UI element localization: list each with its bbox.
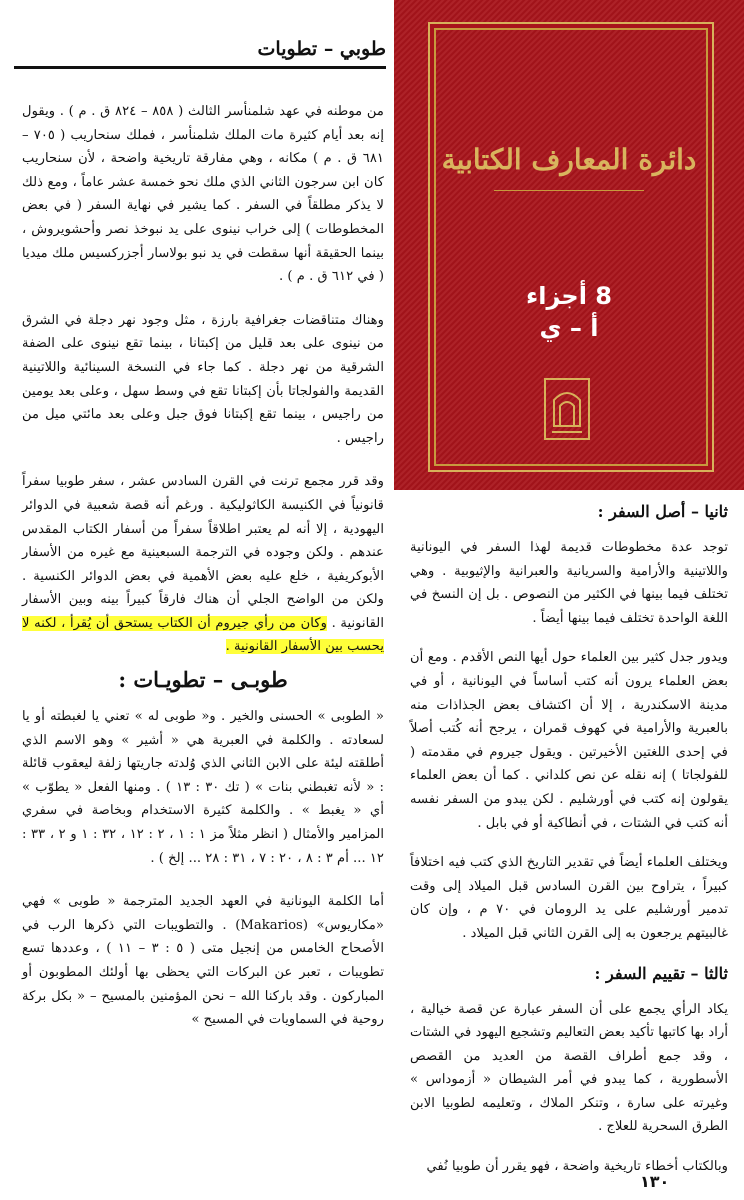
- page-number: ١٣٠: [640, 1172, 670, 1191]
- heading-origin: ثانيا – أصل السفر :: [597, 502, 728, 521]
- paragraph: « الطوبى » الحسنى والخير . و« طوبى له » تعني يا لغبطته أو يا لسعادته . والكلمة في العبرية هي « أشير » وهو الاسم الذي أطلقته ليئة على الابن الثاني الذي وُلدته جاريتها زلفة ليعقوب قائلة : « لأنه تغبطني بنات » ( تك ٣٠ : ١٣ ) . ومنها الفعل « يطوّب » أي « يغبط » . والكلمة كثيرة الاستخدام وبخاصة في سفري المزامير والأمثال ( انظر مثلاً مز ١ : ١ ، ٢ : ١٢ ، ٣٢ : ١ و ٢ ، ٣٣ : ١٢ ... أم ٣ : ٨ ، ٢٠ : ٧ ، ٣١ : ٢٨ ... إلخ ) .: [22, 709, 385, 866]
- paragraph: أما الكلمة اليونانية في العهد الجديد المترجمة « طوبى » فهي «مكاريوس» (Makarios) . والتطويبات التي ذكرها الرب في الأصحاح الخامس من إنجيل متى ( ٥ : ٣ – ١١ ) ، وعددها تسع تطويبات ، تعبر عن البركات التي يحظى بها أولئك المطوبون أو المباركون . وقد باركنا الله – نحن المؤمنين بالمسيح – « بكل بركة روحية في السماويات في المسيح »: [22, 894, 384, 1028]
- paragraph: وبالكتاب أخطاء تاريخية واضحة ، فهو يقرر أن طوبيا نُفي: [426, 1159, 728, 1175]
- paragraph: توجد عدة مخطوطات قديمة لهذا السفر في اليونانية واللاتينية والأرامية والسريانية والعبرانية والإثيوبية . وهي تختلف فيما بينها في الكثير من النصوص . بل إن النسخ في اللغة الواحدة تختلف فيما بينها أيضاً .: [410, 540, 728, 626]
- cover-title: دائرة المعارف الكتابية: [441, 143, 697, 176]
- book-cover-image: [394, 0, 744, 490]
- cover-parts: [434, 280, 704, 344]
- left-column: [22, 100, 384, 1052]
- cover-divider: [494, 190, 644, 191]
- running-header: طوبي – تطويات: [257, 38, 386, 60]
- canon-text: وقد قرر مجمع ترنت في القرن السادس عشر ، سفر طوبيا سفراً قانونياً في الكنيسة الكاثوليكية . ورغم أنه قصة شعبية في الدوائر اليهودية ، إلا أنه لم يعتبر اطلاقاً سفراً من أسفار الكتاب المقدس عندهم . ولكن وجوده في الترجمة السبعينية مع غيره من الأسفار الأبوكريفية ، خلع عليه بعض الأهمية في بعض الدوائر الكنسية . ولكن من الواضح الجلي أن هناك فارقاً كبيراً بينه وبين الأسفار القانونية .: [22, 474, 384, 631]
- canon-paragraph: [22, 470, 384, 659]
- paragraph: وهناك متناقضات جغرافية بارزة ، مثل وجود نهر دجلة في الشرق من نينوى على بعد قليل من إكبتانا ، بينما تقع نينوى على الضفة الشرقية من نهر دجلة . كما جاء في النسخة السينائية واللاتينية القديمة والفولجاتا بأن إكبتانا تقع في وسط سهل ، وعلى بعد يومين من راجيس ، بينما تقع إكبتانا فوق جبل وعلى بعد مائتي ميل من راجيس .: [22, 312, 384, 446]
- paragraph: ويدور جدل كثير بين العلماء حول أيها النص الأقدم . ومع أن بعض العلماء يرون أنه كتب أساساً في اليونانية ، أو في مدينة الاسكندرية ، إلا أن اكتشاف بعض الجذاذات منه بالعبرية والأرامية في كهوف قمران ، يرجح أنه كُتب أصلاً في إحدى اللغتين الأخيرتين . ويقول جيروم في مقدمته ( للفولجاتا ) إنه نقله عن نص كلداني . كما أن بعض العلماء يقولون إنه كتب في أورشليم . لكن يبدو من السفر نفسه أنه كتب في الشتات ، في أنطاكية أو في بابل .: [410, 650, 728, 831]
- heading-evaluation: ثالثا – تقييم السفر :: [594, 963, 728, 983]
- highlighted-text: وكان من رأي جيروم أن الكتاب يستحق أن يُقرأ ، لكنه لا يحسب بين الأسفار القانونية .: [22, 615, 384, 655]
- cover-parts-count: 8 أجزاء: [525, 282, 612, 310]
- header-rule: [14, 66, 386, 69]
- publisher-logo-icon: [544, 378, 590, 440]
- cover-parts-range: أ – ي: [539, 314, 599, 342]
- paragraph: من موطنه في عهد شلمنأسر الثالث ( ٨٥٨ – ٨٢٤ ق . م ) . ويقول إنه بعد أيام كثيرة مات الملك شلمنأسر ، فملك سنحاريب ( ٧٠٥ – ٦٨١ ق . م ) مكانه ، وهي مفارقة تاريخية واضحة ، لأن سنحاريب كان ابن سرجون الثاني الذي ملك نحو خمسة عشر عاماً ، ومع ذلك لا يذكر مطلقاً في السفر . كما يشير في نهاية السفر ( في بعض المخطوطات ) إلى خراب نينوى على يد نبوخذ نصر وأحشويروش ، بينما الحقيقة أنها سقطت في يد نبو بولاسار أجزركسيس ملك ميديا ( في ٦١٢ ق . م ) .: [22, 104, 384, 285]
- section-heading: طوبـى – تطويـات :: [118, 667, 288, 693]
- right-column: [410, 500, 728, 1195]
- paragraph: ويختلف العلماء أيضاً في تقدير التاريخ الذي كتب فيه اختلافاً كبيراً ، يتراوح بين القرن السادس قبل الميلاد إلى وقت تدمير أورشليم على يد الرومان في ٧٠ م ، وإن كان غالبيتهم يرجعون به إلى القرن الثاني قبل الميلاد .: [410, 855, 728, 941]
- paragraph: يكاد الرأي يجمع على أن السفر عبارة عن قصة خيالية ، أراد بها كاتبها تأكيد بعض التعاليم وتشجيع اليهود في الشتات ، وقد جمع أطراف القصة من العديد من القصص الأسطورية ، كما يبدو في أمر الشيطان « أزموداس » وغيرته على سارة ، وتنكر الملاك ، وتعليمه لطوبيا الابن الطرق السحرية للعلاج .: [410, 1001, 728, 1135]
